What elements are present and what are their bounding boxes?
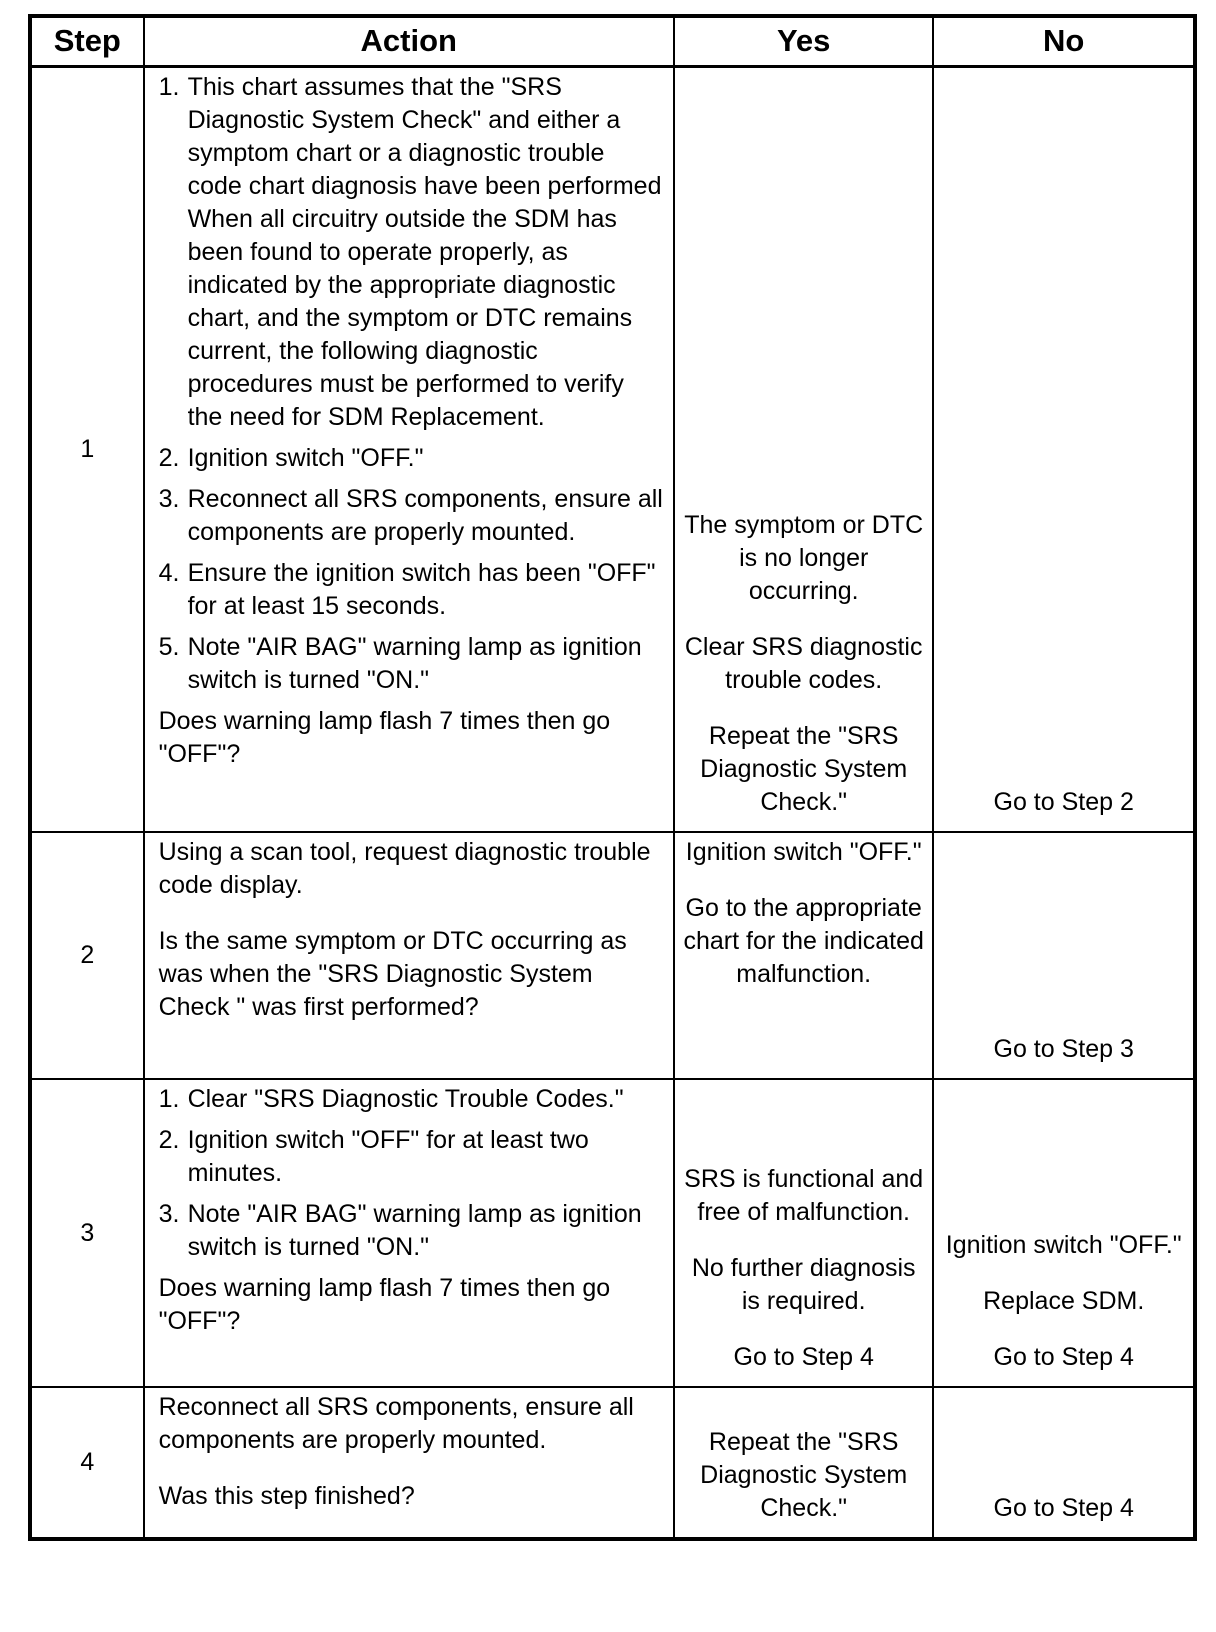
action-item (159, 71, 665, 434)
item-number: 5. (158, 632, 180, 661)
no-text: Go to Step 4 (993, 1343, 1134, 1371)
item-text: Ignition switch "OFF" for at least two minutes. (187, 1126, 589, 1187)
item-text: Ignition switch "OFF." (187, 443, 424, 472)
item-number: 3. (158, 484, 180, 513)
action-question: Was this step finished? (158, 1482, 415, 1510)
action-question: Does warning lamp flash 7 times then go "OFF"? (158, 1274, 611, 1335)
table-row-step-1 (30, 66, 1195, 832)
step-number: 4 (30, 1387, 144, 1539)
no-text: Ignition switch "OFF." (945, 1231, 1182, 1259)
item-number: 4. (158, 558, 180, 587)
yes-text: SRS is functional and free of malfunction. (684, 1165, 924, 1226)
item-text: This chart assumes that the "SRS Diagnostic System Check" and either a symptom chart or a diagnostic trouble code chart diagnosis have been performed When all circuitry outside the SDM has been found to operate properly, as indicated by the appropriate diagnostic chart, and the symptom or DTC remains current, the following diagnostic procedures must be performed to verify the need for SDM Replacement. (187, 72, 662, 431)
header-step: Step (30, 16, 144, 66)
header-yes: Yes (674, 16, 933, 66)
yes-cell (674, 1387, 933, 1539)
action-text: Reconnect all SRS components, ensure all components are properly mounted. (158, 1393, 634, 1454)
item-text: Ensure the ignition switch has been "OFF" for at least 15 seconds. (187, 558, 656, 620)
step-number: 1 (30, 66, 144, 832)
yes-text: The symptom or DTC is no longer occurring. (684, 511, 924, 605)
yes-text: Go to the appropriate chart for the indicated malfunction. (683, 894, 924, 988)
step-number: 3 (30, 1079, 144, 1387)
action-item (159, 631, 665, 697)
table-row-step-4 (30, 1387, 1195, 1539)
item-text: Note "AIR BAG" warning lamp as ignition switch is turned "ON." (187, 1200, 642, 1261)
no-cell (933, 1387, 1195, 1539)
no-cell (933, 832, 1195, 1079)
diagnostic-table (28, 14, 1197, 1541)
yes-text: Ignition switch "OFF." (685, 838, 922, 866)
action-item (159, 483, 665, 549)
no-text: Replace SDM. (983, 1287, 1145, 1315)
item-number: 2. (158, 443, 180, 472)
header-row (30, 16, 1195, 66)
item-number: 1. (158, 72, 180, 101)
yes-text: Repeat the "SRS Diagnostic System Check." (700, 722, 908, 816)
no-text: Go to Step 2 (993, 788, 1134, 816)
yes-cell (674, 832, 933, 1079)
no-cell (933, 1079, 1195, 1387)
no-cell (933, 66, 1195, 832)
action-question: Is the same symptom or DTC occurring as was when the "SRS Diagnostic System Check " was first performed? (158, 927, 627, 1021)
table-row-step-3 (30, 1079, 1195, 1387)
no-text: Go to Step 3 (993, 1035, 1134, 1063)
action-cell (144, 1079, 674, 1387)
action-question: Does warning lamp flash 7 times then go "OFF"? (158, 706, 611, 768)
item-text: Note "AIR BAG" warning lamp as ignition switch is turned "ON." (187, 632, 642, 694)
action-item (159, 1198, 665, 1264)
item-number: 3. (158, 1200, 180, 1228)
yes-text: Go to Step 4 (733, 1343, 874, 1371)
yes-cell (674, 66, 933, 832)
yes-text: Clear SRS diagnostic trouble codes. (684, 633, 923, 694)
yes-cell (674, 1079, 933, 1387)
action-cell (144, 1387, 674, 1539)
table-row-step-2 (30, 832, 1195, 1079)
action-item (159, 442, 665, 475)
no-text: Go to Step 4 (993, 1494, 1134, 1522)
item-text: Reconnect all SRS components, ensure all components are properly mounted. (187, 484, 663, 546)
header-action: Action (144, 16, 674, 66)
step-number: 2 (30, 832, 144, 1079)
action-text: Using a scan tool, request diagnostic trouble code display. (158, 838, 651, 899)
yes-text: Repeat the "SRS Diagnostic System Check." (700, 1428, 908, 1522)
header-no: No (933, 16, 1195, 66)
item-text: Clear "SRS Diagnostic Trouble Codes." (187, 1085, 624, 1113)
item-number: 1. (158, 1085, 180, 1113)
action-item (159, 557, 665, 623)
action-cell (144, 832, 674, 1079)
yes-text: No further diagnosis is required. (691, 1254, 916, 1315)
action-cell (144, 66, 674, 832)
action-item (159, 1083, 665, 1116)
item-number: 2. (158, 1126, 180, 1154)
action-item (159, 1124, 665, 1190)
